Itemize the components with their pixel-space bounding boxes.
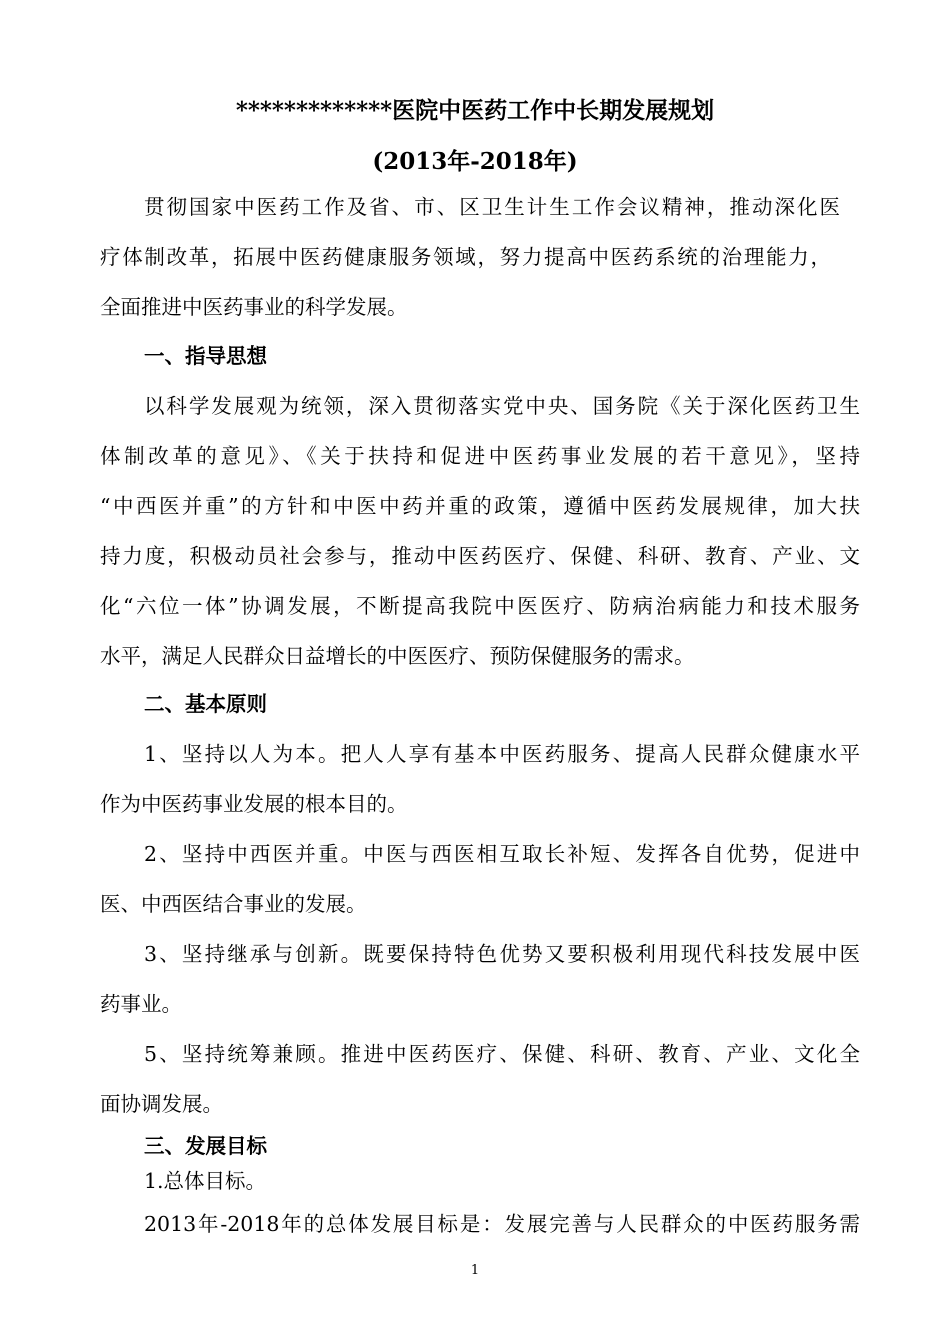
paragraph-line: 作为中医药事业发展的根本目的。 <box>100 792 408 816</box>
page-number: 1 <box>470 1263 480 1278</box>
paragraph-line: 水平，满足人民群众日益增长的中医医疗、预防保健服务的需求。 <box>100 644 695 668</box>
paragraph-line: 2、坚持中西医并重。中医与西医相互取长补短、发挥各自优势，促进中 <box>144 842 860 866</box>
paragraph-line: 体制改革的意见》、《关于扶持和促进中医药事业发展的若干意见》，坚持 <box>100 444 860 468</box>
document-title: *************医院中医药工作中长期发展规划 <box>235 97 715 124</box>
paragraph-line: 1、坚持以人为本。把人人享有基本中医药服务、提高人民群众健康水平 <box>144 742 860 766</box>
paragraph-line: 化“六位一体”协调发展，不断提高我院中医医疗、防病治病能力和技术服务 <box>100 594 860 618</box>
paragraph-line: 3、坚持继承与创新。既要保持特色优势又要积极利用现代科技发展中医 <box>144 942 860 966</box>
paragraph-line: 药事业。 <box>100 992 182 1016</box>
paragraph-line: 持力度，积极动员社会参与，推动中医药医疗、保健、科研、教育、产业、文 <box>100 544 860 568</box>
paragraph-line: 医、中西医结合事业的发展。 <box>100 892 367 916</box>
subheading-overall-goal: 1.总体目标。 <box>144 1169 267 1193</box>
intro-line: 全面推进中医药事业的科学发展。 <box>100 295 408 319</box>
paragraph-line: 2013年-2018年的总体发展目标是：发展完善与人民群众的中医药服务需 <box>144 1212 860 1236</box>
document-subtitle: (2013年-2018年) <box>372 148 578 175</box>
paragraph-line: 5、坚持统筹兼顾。推进中医药医疗、保健、科研、教育、产业、文化全 <box>144 1042 860 1066</box>
section-heading-basic-principles: 二、基本原则 <box>144 692 267 716</box>
intro-line: 疗体制改革，拓展中医药健康服务领域，努力提高中医药系统的治理能力， <box>100 245 831 269</box>
paragraph-line: 面协调发展。 <box>100 1092 223 1116</box>
intro-line: 贯彻国家中医药工作及省、市、区卫生计生工作会议精神，推动深化医 <box>144 195 840 219</box>
section-heading-guiding-thought: 一、指导思想 <box>144 344 267 368</box>
paragraph-line: “中西医并重”的方针和中医中药并重的政策，遵循中医药发展规律，加大扶 <box>100 494 860 518</box>
paragraph-line: 以科学发展观为统领，深入贯彻落实党中央、国务院《关于深化医药卫生 <box>144 394 860 418</box>
section-heading-development-goals: 三、发展目标 <box>144 1134 267 1158</box>
